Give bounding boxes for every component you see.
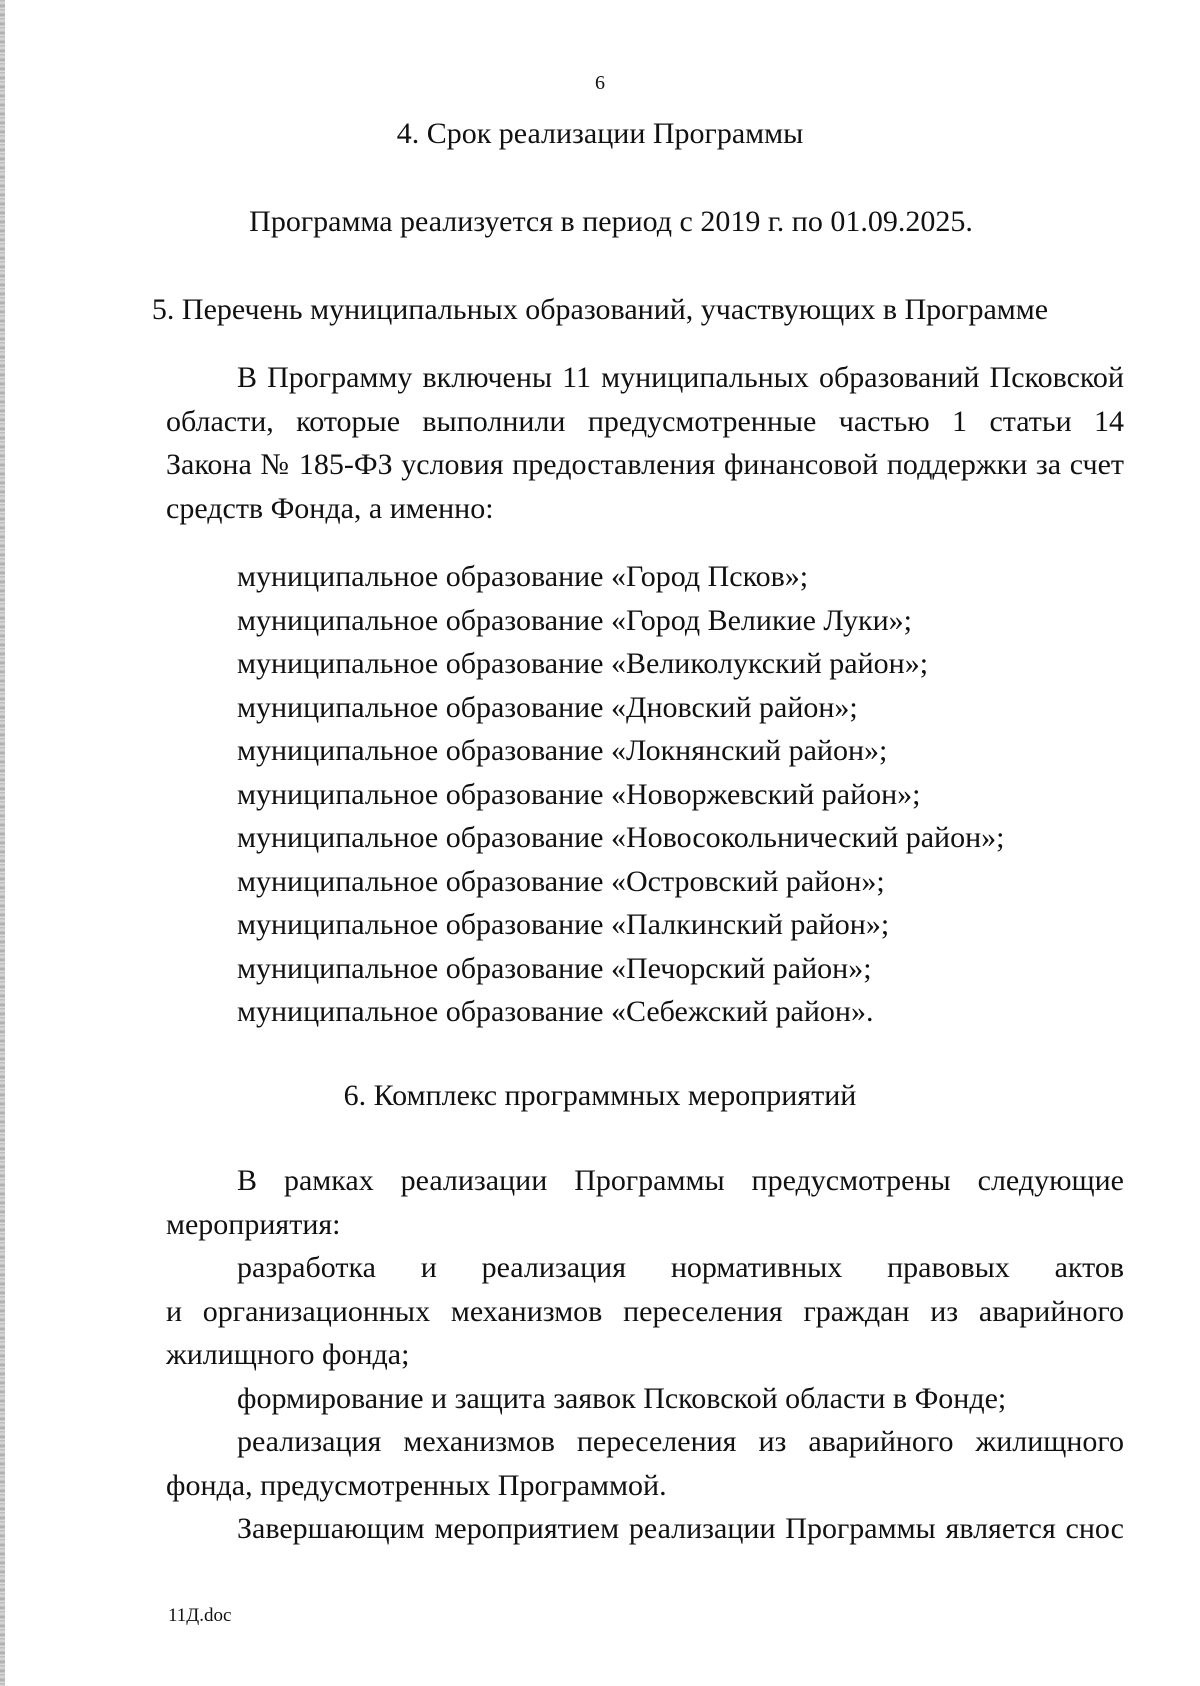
section-5-heading: 5. Перечень муниципальных образований, участвующих в Программе: [151, 293, 1049, 326]
section-5-intro-line: области, которые выполнили предусмотренные частью 1 статьи 14: [166, 404, 1124, 438]
municipality-item: муниципальное образование «Печорский район»;: [237, 951, 872, 985]
section-4-heading: 4. Срок реализации Программы: [396, 117, 804, 150]
page-number: 6: [595, 72, 605, 94]
scan-edge: [0, 0, 5, 1686]
section-6-line: и организационных механизмов переселения граждан из аварийного: [166, 1294, 1124, 1328]
section-5-intro-line: Закона № 185-ФЗ условия предоставления финансовой поддержки за счет: [166, 448, 1124, 481]
section-5-intro-line: средств Фонда, а именно:: [166, 491, 494, 525]
section-6-line: формирование и защита заявок Псковской области в Фонде;: [237, 1381, 1007, 1415]
municipality-item: муниципальное образование «Новоржевский район»;: [237, 777, 921, 811]
section-6-line: разработка и реализация нормативных правовых актов: [237, 1251, 1124, 1284]
footer-file-name: 11Д.doc: [168, 1605, 232, 1626]
section-4-text: Программа реализуется в период с 2019 г. по 01.09.2025.: [249, 205, 973, 238]
section-6-line: жилищного фонда;: [166, 1338, 410, 1371]
section-6-line: мероприятия:: [166, 1207, 341, 1241]
municipality-item: муниципальное образование «Островский район»;: [237, 864, 885, 898]
section-6-heading: 6. Комплекс программных мероприятий: [343, 1079, 857, 1112]
municipality-item: муниципальное образование «Себежский район».: [237, 995, 874, 1028]
municipality-item: муниципальное образование «Город Великие Луки»;: [237, 603, 912, 637]
municipality-item: муниципальное образование «Великолукский район»;: [237, 647, 929, 680]
section-5-intro: [166, 356, 1124, 530]
municipality-item: муниципальное образование «Город Псков»;: [237, 560, 809, 593]
municipality-list: [237, 555, 1005, 1034]
section-6-line: реализация механизмов переселения из аварийного жилищного: [237, 1425, 1124, 1458]
municipality-item: муниципальное образование «Новосокольнический район»;: [237, 821, 1005, 854]
municipality-item: муниципальное образование «Палкинский район»;: [237, 908, 890, 941]
municipality-item: муниципальное образование «Локнянский район»;: [237, 734, 888, 767]
section-6-body: [166, 1159, 1124, 1551]
section-6-line: фонда, предусмотренных Программой.: [166, 1468, 667, 1502]
section-6-line: Завершающим мероприятием реализации Программы является снос: [237, 1512, 1124, 1545]
section-5-intro-line: В Программу включены 11 муниципальных образований Псковской: [237, 361, 1124, 394]
section-6-line: В рамках реализации Программы предусмотрены следующие: [237, 1164, 1124, 1197]
municipality-item: муниципальное образование «Дновский район»;: [237, 690, 858, 724]
